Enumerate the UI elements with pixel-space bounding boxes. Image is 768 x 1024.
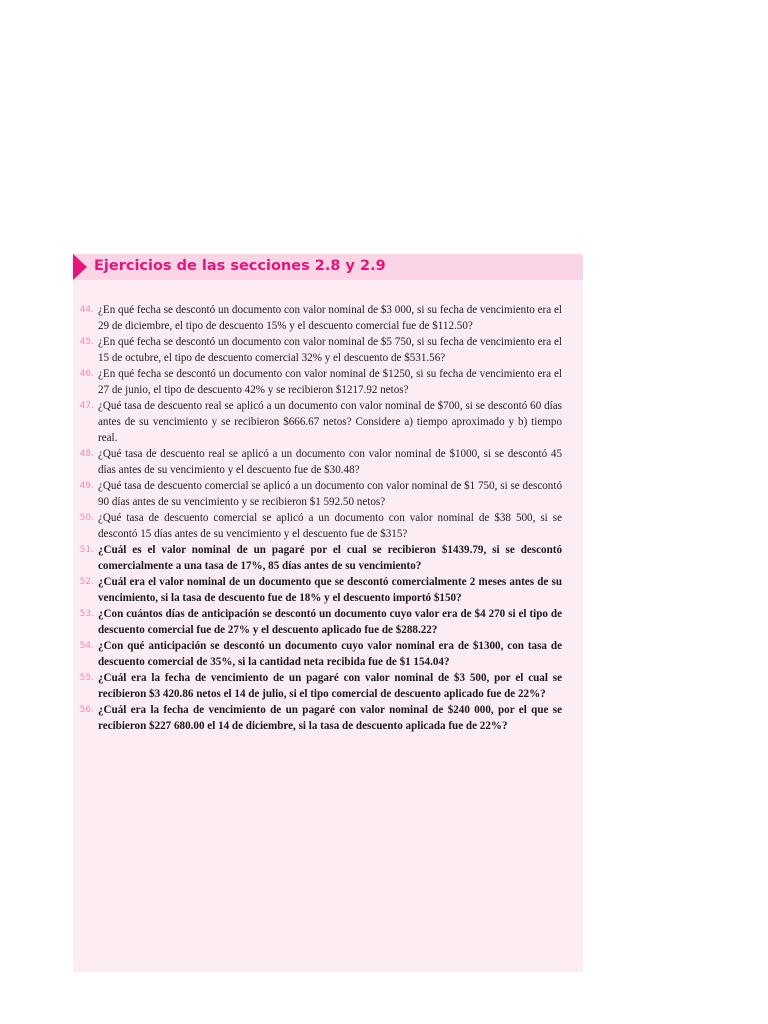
exercise-item xyxy=(74,606,562,638)
exercise-number: 53. xyxy=(79,609,94,619)
exercise-list xyxy=(74,302,562,734)
exercise-item xyxy=(74,302,562,334)
exercise-number: 51. xyxy=(79,545,94,555)
exercise-number: 52. xyxy=(79,577,94,587)
section-title: Ejercicios de las secciones 2.8 y 2.9 xyxy=(94,258,386,274)
exercise-item xyxy=(74,510,562,542)
exercise-number: 56. xyxy=(79,705,94,715)
exercise-text: ¿Cuál era la fecha de vencimiento de un pagaré con valor nominal de $3 500, por el cual se recibieron $3 420.86 netos el 14 de julio, si el tipo comercial de descuento aplicado fue de 22%? xyxy=(98,672,562,700)
exercise-text: ¿Cuál era el valor nominal de un documento que se descontó comercialmente 2 meses antes de su vencimiento, si la tasa de descuento fue de 18% y el descuento importó $150? xyxy=(98,576,562,604)
exercise-text: ¿Cuál era la fecha de vencimiento de un pagaré con valor nominal de $240 000, por el que se recibieron $227 680.00 el 14 de diciembre, si la tasa de descuento aplicada fue de 22%? xyxy=(98,704,562,732)
exercise-text: ¿En qué fecha se descontó un documento con valor nominal de $3 000, si su fecha de vencimiento era el 29 de diciembre, el tipo de descuento 15% y el descuento comercial fue de $112.50? xyxy=(98,304,562,332)
triangle-marker-icon xyxy=(73,254,87,280)
exercise-item xyxy=(74,702,562,734)
exercise-text: ¿Qué tasa de descuento comercial se aplicó a un documento con valor nominal de $1 750, si se descontó 90 días antes de su vencimiento y se recibieron $1 592.50 netos? xyxy=(98,480,562,508)
exercise-item xyxy=(74,542,562,574)
exercise-text: ¿En qué fecha se descontó un documento con valor nominal de $1250, si su fecha de vencimiento era el 27 de junio, el tipo de descuento 42% y se recibieron $1217.92 netos? xyxy=(98,368,562,396)
exercise-number: 47. xyxy=(79,401,94,411)
exercise-item xyxy=(74,366,562,398)
exercise-text: ¿Con qué anticipación se descontó un documento cuyo valor nominal era de $1300, con tasa de descuento comercial de 35%, si la cantidad neta recibida fue de $1 154.04? xyxy=(98,640,562,668)
exercise-text: ¿Qué tasa de descuento real se aplicó a un documento con valor nominal de $700, si se descontó 60 días antes de su vencimiento y se recibieron $666.67 netos? Considere a) tiempo aproximado y b) tiempo real. xyxy=(98,400,562,444)
exercise-item xyxy=(74,638,562,670)
exercise-item xyxy=(74,334,562,366)
exercise-item xyxy=(74,670,562,702)
exercise-text: ¿Qué tasa de descuento comercial se aplicó a un documento con valor nominal de $38 500, si se descontó 15 días antes de su vencimiento y el descuento fue de $315? xyxy=(98,512,562,540)
exercise-number: 44. xyxy=(79,305,94,315)
exercise-text: ¿Cuál es el valor nominal de un pagaré por el cual se recibieron $1439.79, si se descontó comercialmente a una tasa de 17%, 85 días antes de su vencimiento? xyxy=(98,544,562,572)
exercise-text: ¿Con cuántos días de anticipación se descontó un documento cuyo valor era de $4 270 si el tipo de descuento comercial fue de 27% y el descuento aplicado fue de $288.22? xyxy=(98,608,562,636)
exercise-item xyxy=(74,446,562,478)
exercise-number: 55. xyxy=(79,673,94,683)
exercise-text: ¿Qué tasa de descuento real se aplicó a un documento con valor nominal de $1000, si se descontó 45 días antes de su vencimiento y el descuento fue de $30.48? xyxy=(98,448,562,476)
exercise-item xyxy=(74,398,562,446)
exercise-number: 54. xyxy=(79,641,94,651)
exercise-number: 46. xyxy=(79,369,94,379)
exercise-number: 50. xyxy=(79,513,94,523)
exercise-text: ¿En qué fecha se descontó un documento con valor nominal de $5 750, si su fecha de vencimiento era el 15 de octubre, el tipo de descuento comercial 32% y el descuento de $531.56? xyxy=(98,336,562,364)
exercise-number: 49. xyxy=(79,481,94,491)
exercise-number: 45. xyxy=(79,337,94,347)
exercise-item xyxy=(74,574,562,606)
exercise-number: 48. xyxy=(79,449,94,459)
exercise-item xyxy=(74,478,562,510)
